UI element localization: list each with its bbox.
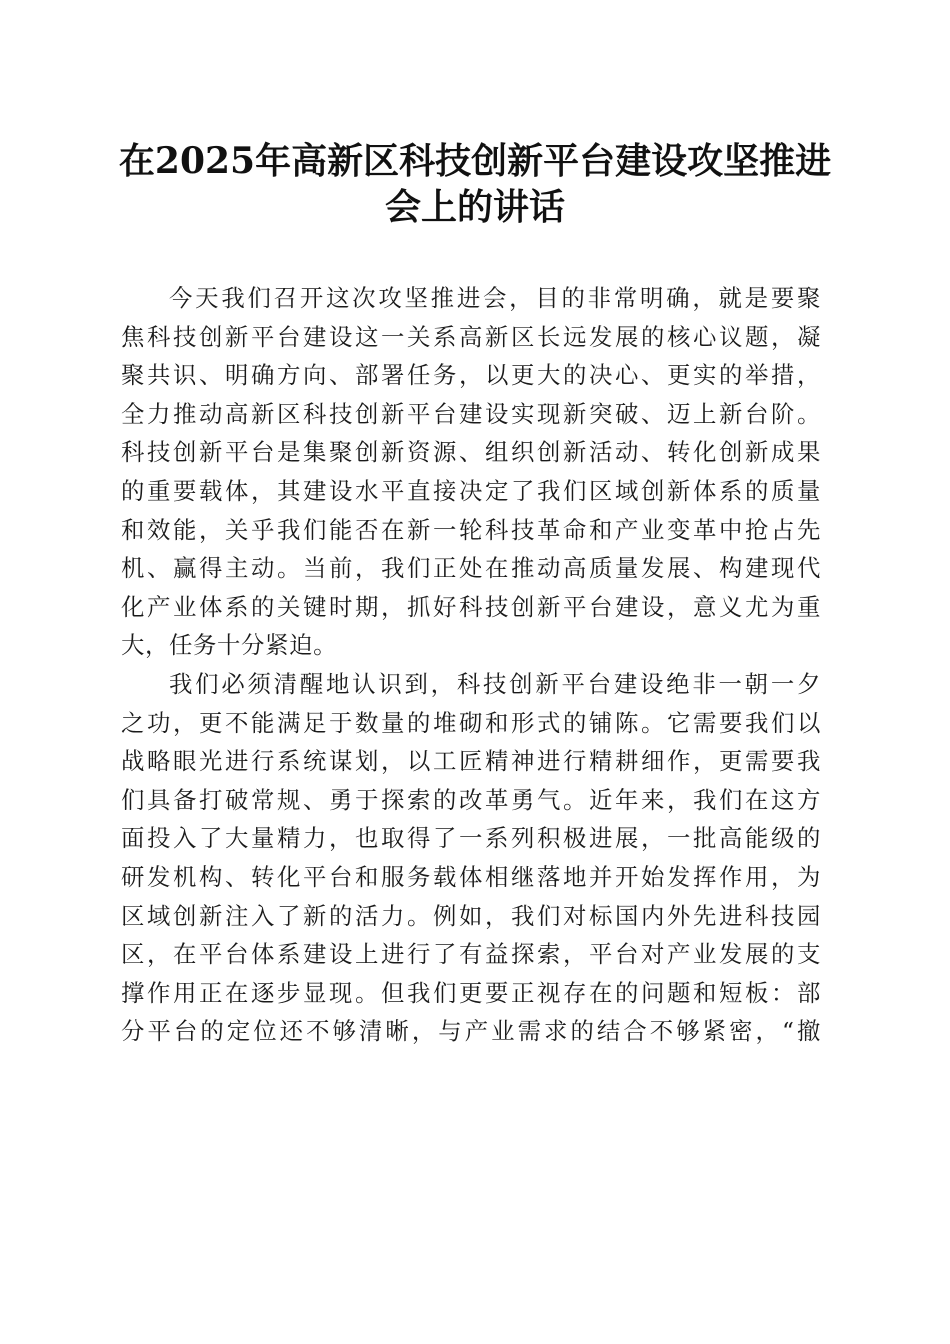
text-line: 战略眼光进行系统谋划，以工匠精神进行精耕细作，更需要我 bbox=[121, 747, 821, 776]
text-line: 区域创新注入了新的活力。例如，我们对标国内外先进科技园 bbox=[121, 901, 821, 930]
text-line: 科技创新平台是集聚创新资源、组织创新活动、转化创新成果 bbox=[121, 438, 821, 467]
text-line: 区，在平台体系建设上进行了有益探索，平台对产业发展的支 bbox=[121, 940, 821, 969]
text-line: 聚共识、明确方向、部署任务，以更大的决心、更实的举措， bbox=[121, 361, 821, 390]
text-line: 的重要载体，其建设水平直接决定了我们区域创新体系的质量 bbox=[121, 476, 821, 505]
text-line: 全力推动高新区科技创新平台建设实现新突破、迈上新台阶。 bbox=[121, 399, 821, 428]
text-line: 们具备打破常规、勇于探索的改革勇气。近年来，我们在这方 bbox=[121, 785, 821, 814]
text-line: 大，任务十分紧迫。 bbox=[121, 631, 338, 660]
paragraph-1 bbox=[121, 279, 821, 665]
text-line: 面投入了大量精力，也取得了一系列积极进展，一批高能级的 bbox=[121, 824, 821, 853]
paragraph-2 bbox=[121, 665, 821, 1051]
text-line: 机、赢得主动。当前，我们正处在推动高质量发展、构建现代 bbox=[121, 554, 821, 583]
text-line: 之功，更不能满足于数量的堆砌和形式的铺陈。它需要我们以 bbox=[121, 708, 821, 737]
title-line-2: 会上的讲话 bbox=[384, 186, 565, 228]
text-line: 研发机构、转化平台和服务载体相继落地并开始发挥作用，为 bbox=[121, 862, 821, 891]
text-line: 我们必须清醒地认识到，科技创新平台建设绝非一朝一夕 bbox=[169, 669, 821, 698]
document-body bbox=[121, 279, 821, 1051]
document-title bbox=[100, 138, 850, 230]
title-line-1: 在2025年高新区科技创新平台建设攻坚推进 bbox=[118, 140, 832, 182]
text-line: 撑作用正在逐步显现。但我们更要正视存在的问题和短板：部 bbox=[121, 978, 821, 1007]
text-line: 焦科技创新平台建设这一关系高新区长远发展的核心议题，凝 bbox=[121, 322, 821, 351]
text-line: 和效能，关乎我们能否在新一轮科技革命和产业变革中抢占先 bbox=[121, 515, 821, 544]
text-line: 今天我们召开这次攻坚推进会，目的非常明确，就是要聚 bbox=[169, 284, 821, 312]
text-line: 化产业体系的关键时期，抓好科技创新平台建设，意义尤为重 bbox=[121, 592, 821, 621]
text-line: 分平台的定位还不够清晰，与产业需求的结合不够紧密，“撤 bbox=[121, 1017, 821, 1046]
